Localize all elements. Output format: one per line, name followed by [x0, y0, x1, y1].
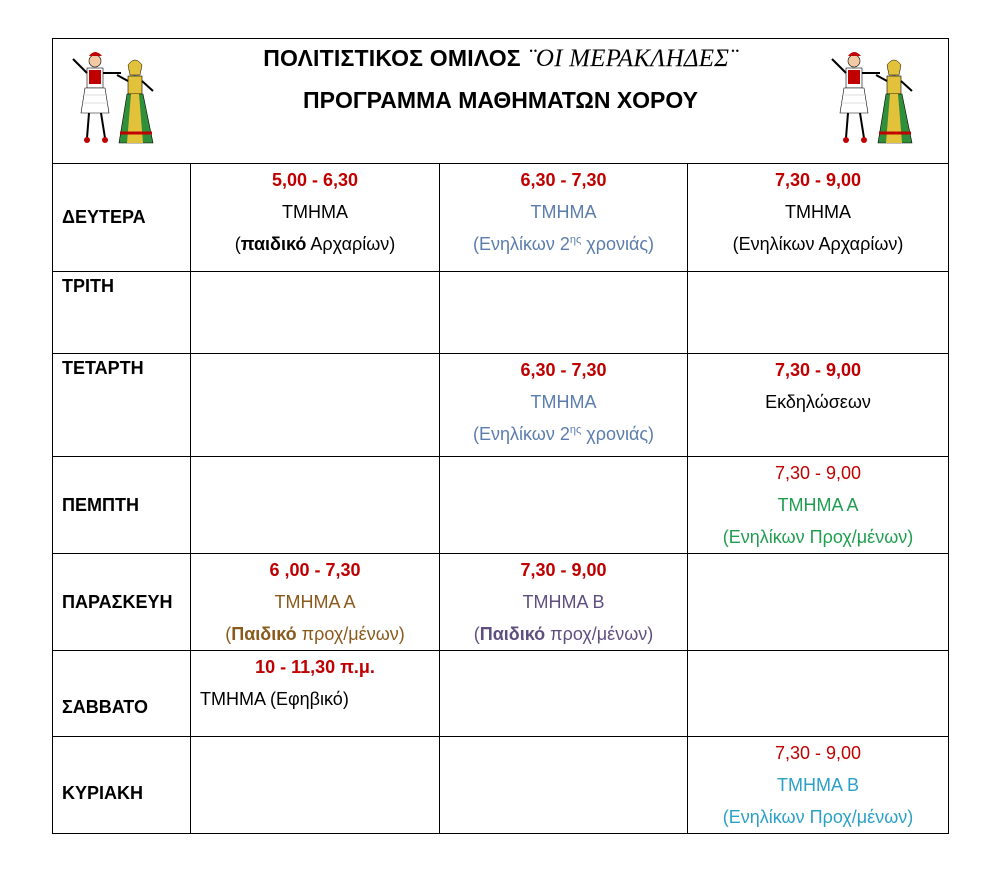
slot-group: ΤΜΗΜΑ Β	[522, 592, 605, 612]
slot-description: (Ενηλίκων $2^{\eta\varsigma}$ χρονιάς)	[472, 424, 655, 444]
slot-time: 7,30 - 9,00	[774, 463, 862, 483]
header-org-name: ΠΟΛΙΤΙΣΤΙΚΟΣ ΟΜΙΛΟΣ	[263, 45, 528, 71]
slot-time: 5,00 - 6,30	[271, 170, 359, 190]
schedule-table	[52, 38, 949, 834]
row-wednesday	[53, 354, 949, 457]
slot-group: ΤΜΗΜΑ (Εφηβικό)	[200, 689, 349, 709]
slot-thursday-1	[191, 457, 440, 554]
slot-tuesday-1	[191, 272, 440, 354]
slot-wednesday-2	[440, 354, 688, 457]
slot-description: (Ενηλίκων Προχ/μένων)	[722, 527, 914, 547]
slot-group: ΤΜΗΜΑ	[530, 392, 597, 412]
slot-group: ΤΜΗΜΑ Β	[776, 775, 859, 795]
slot-group: ΤΜΗΜΑ Α	[777, 495, 859, 515]
header-club-name: ¨ΟΙ ΜΕΡΑΚΛΗΔΕΣ¨	[527, 45, 738, 72]
folk-dancers-icon	[824, 43, 940, 159]
slot-time: 10 - 11,30 π.μ.	[255, 657, 375, 677]
day-friday: ΠΑΡΑΣΚΕΥΗ	[53, 554, 191, 651]
slot-thursday-3	[688, 457, 949, 554]
slot-description: (Ενηλίκων $2^{\eta\varsigma}$ χρονιάς)	[472, 234, 655, 254]
header-cell	[53, 39, 949, 164]
row-sunday	[53, 737, 949, 834]
slot-sunday-3	[688, 737, 949, 834]
slot-wednesday-1	[191, 354, 440, 457]
header-title-line1	[53, 45, 948, 73]
slot-time: 7,30 - 9,00	[774, 743, 862, 763]
slot-friday-1	[191, 554, 440, 651]
slot-monday-1	[191, 164, 440, 272]
slot-friday-3	[688, 554, 949, 651]
day-wednesday: ΤΕΤΑΡΤΗ	[53, 354, 191, 457]
row-monday	[53, 164, 949, 272]
slot-group: ΤΜΗΜΑ	[282, 202, 348, 222]
slot-group: ΤΜΗΜΑ	[785, 202, 851, 222]
header-row	[53, 39, 949, 164]
slot-tuesday-2	[440, 272, 688, 354]
slot-description: (Ενηλίκων Προχ/μένων)	[722, 807, 914, 827]
schedule-sheet	[52, 38, 948, 834]
slot-sunday-1	[191, 737, 440, 834]
slot-group: ΤΜΗΜΑ Α	[274, 592, 356, 612]
slot-friday-2	[440, 554, 688, 651]
slot-thursday-2	[440, 457, 688, 554]
slot-monday-3	[688, 164, 949, 272]
slot-sunday-2	[440, 737, 688, 834]
slot-group: Εκδηλώσεων	[765, 392, 871, 412]
row-thursday	[53, 457, 949, 554]
slot-saturday-1	[191, 651, 440, 737]
slot-time: 6,30 - 7,30	[520, 360, 607, 380]
row-saturday	[53, 651, 949, 737]
row-friday	[53, 554, 949, 651]
slot-description: (Παιδικό προχ/μένων)	[225, 624, 405, 644]
slot-description: (παιδικό Αρχαρίων)	[234, 234, 396, 254]
slot-saturday-2	[440, 651, 688, 737]
header-title-line2: ΠΡΟΓΡΑΜΜΑ ΜΑΘΗΜΑΤΩΝ ΧΟΡΟΥ	[303, 87, 698, 113]
slot-wednesday-3	[688, 354, 949, 457]
day-monday: ΔΕΥΤΕΡΑ	[53, 164, 191, 272]
slot-saturday-3	[688, 651, 949, 737]
day-sunday: ΚΥΡΙΑΚΗ	[53, 737, 191, 834]
slot-time: 6 ,00 - 7,30	[269, 560, 361, 580]
slot-time: 7,30 - 9,00	[774, 170, 862, 190]
slot-time: 6,30 - 7,30	[520, 170, 607, 190]
day-saturday: ΣΑΒΒΑΤΟ	[53, 651, 191, 737]
slot-time: 7,30 - 9,00	[520, 560, 607, 580]
slot-time: 7,30 - 9,00	[774, 360, 862, 380]
day-tuesday: ΤΡΙΤΗ	[53, 272, 191, 354]
day-thursday: ΠΕΜΠΤΗ	[53, 457, 191, 554]
slot-tuesday-3	[688, 272, 949, 354]
slot-group: ΤΜΗΜΑ	[530, 202, 597, 222]
row-tuesday	[53, 272, 949, 354]
slot-description: (Παιδικό προχ/μένων)	[473, 624, 654, 644]
slot-monday-2	[440, 164, 688, 272]
slot-description: (Ενηλίκων Αρχαρίων)	[732, 234, 904, 254]
